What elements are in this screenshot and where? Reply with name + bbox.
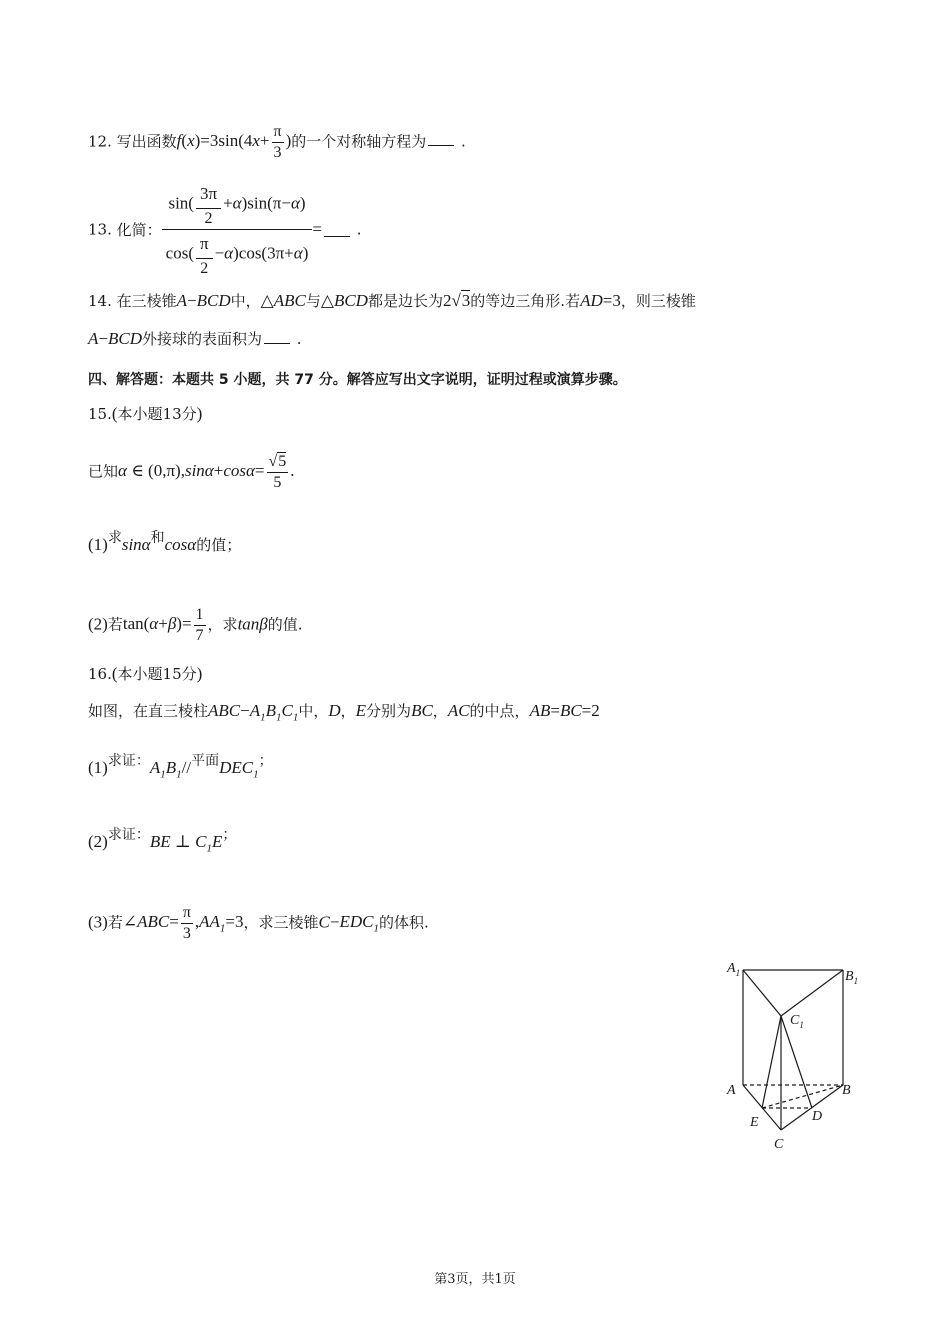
q14-number: 14. xyxy=(88,292,112,310)
label-a: A xyxy=(727,1083,736,1098)
q15-header: 15.(本小题13分) xyxy=(88,404,203,423)
q12-number: 12. xyxy=(88,132,112,151)
q14-line1: 14. 在三棱锥A−BCD中，△ABC与△BCD都是边长为2√3的等边三角形.若AD=3，则三棱锥 xyxy=(88,291,696,310)
label-b: B xyxy=(842,1083,851,1098)
q12-suffix: 的一个对称轴方程为 xyxy=(291,132,427,151)
q16-part3: (3)若∠ABC= $\frac{\pi}{3}$ $,AA_1=3$，求三棱锥$C-EDC_1$的体积. xyxy=(88,904,429,942)
label-c: C xyxy=(774,1137,784,1152)
label-a1: $A_1$ xyxy=(727,961,741,978)
q15-part2: (2)若tan(α+β)= $\frac{1}{7}$ ，求tanβ的值. xyxy=(88,606,303,644)
edge-b1c1 xyxy=(781,970,843,1016)
edge-c1d xyxy=(781,1016,812,1108)
q15-part1: (1)求sinα和cosα的值； xyxy=(88,530,242,554)
prism-figure xyxy=(718,958,878,1158)
q12-formula: f(x)=3sin(4x+ $\frac{\pi}{3}$ ) xyxy=(176,123,292,161)
label-d: D xyxy=(812,1109,823,1124)
q13-fraction: sin( $\frac{3\pi}{2}$ +α)sin(π−α) cos( $\frac{\pi}{2}$ −α)cos(3π+α) xyxy=(162,180,313,279)
q13-answer-blank xyxy=(324,222,350,237)
q12-prefix: 写出函数 xyxy=(116,132,177,151)
q16-points: 本小题15分 xyxy=(117,665,197,683)
q13: 13. 化简： sin( $\frac{3\pi}{2}$ +α)sin(π−α) cos( $\frac{\pi}{2}$ −α)cos(3π+α) = . xyxy=(88,180,362,279)
section-heading: 四、解答题：本题共 5 小题，共 77 分。解答应写出文字说明，证明过程或演算步骤。 xyxy=(88,372,627,388)
edge-a1c1 xyxy=(743,970,781,1016)
label-c1: $C_1$ xyxy=(790,1013,804,1030)
q15-points: 本小题13分 xyxy=(117,405,197,423)
edge-eb-hidden xyxy=(762,1085,843,1108)
q13-prefix: 化简： xyxy=(116,221,162,239)
q12: 12. 写出函数f(x)=3sin(4x+ $\frac{\pi}{3}$ )的一个对称轴方程为 . xyxy=(88,123,466,161)
q16-part1: (1)求证：$A_1B_1//$平面$DEC_1$； xyxy=(88,753,273,781)
q14-line2: A−BCD外接球的表面积为 . xyxy=(88,329,302,348)
page-footer: 第3页，共1页 xyxy=(434,1272,516,1287)
q13-number: 13. xyxy=(88,220,112,239)
q16-header: 16.(本小题15分) xyxy=(88,664,203,683)
q16-part2: (2)求证：BE ⊥ $C_1E$； xyxy=(88,827,237,855)
q15-given: 已知α ∈ (0,π),sinα+cosα= $\frac{√5}{5}$ . xyxy=(88,453,295,491)
label-e: E xyxy=(750,1115,759,1130)
edge-c1e xyxy=(762,1016,781,1108)
q14-answer-blank xyxy=(264,329,290,344)
label-b1: $B_1$ xyxy=(845,969,859,986)
q12-answer-blank xyxy=(428,131,454,146)
q16-stem: 如图，在直三棱柱$ABC-A_1B_1C_1$中，D，E分别为BC，AC的中点，AB=BC=2 xyxy=(88,701,600,724)
